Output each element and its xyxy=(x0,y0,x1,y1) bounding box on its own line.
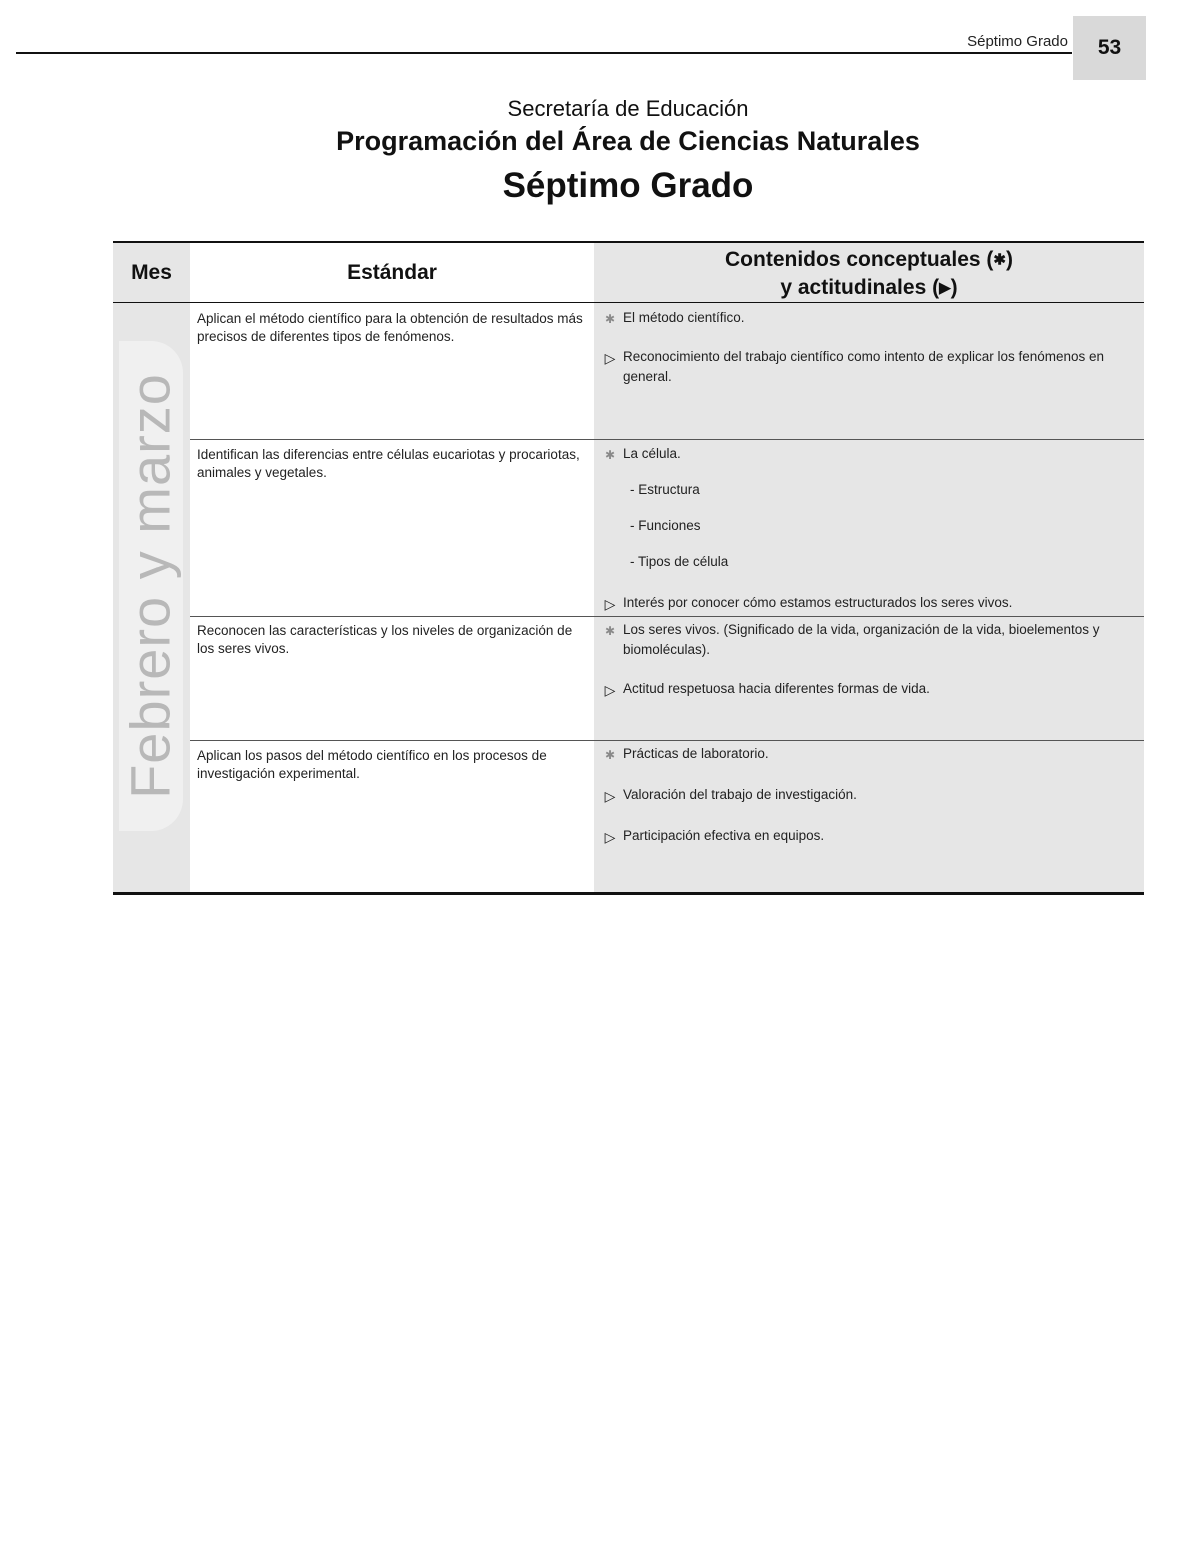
item-text: Prácticas de laboratorio. xyxy=(623,746,769,761)
item-text: Participación efectiva en equipos. xyxy=(623,828,825,843)
table-row-standard: Aplican los pasos del método científico en los procesos de investigación experimental. xyxy=(197,748,547,781)
attitudinal-bullet-icon: ▷ xyxy=(604,596,616,612)
conceptual-icon: ✱ xyxy=(993,251,1006,269)
table-row-standard: Identifican las diferencias entre células eucariotas y procariotas, animales y vegetales. xyxy=(197,447,580,480)
list-item xyxy=(601,620,1131,660)
header-actitudinales-text: y actitudinales ( xyxy=(780,276,940,300)
sub-item: - Estructura xyxy=(630,482,700,497)
row-divider xyxy=(190,439,1144,440)
conceptual-bullet-icon: ✱ xyxy=(604,448,616,462)
month-label-tab xyxy=(113,341,190,831)
page-number: 53 xyxy=(1073,16,1146,80)
table-row-standard: Aplican el método científico para la obtención de resultados más precisos de diferentes tipos de fenómenos. xyxy=(197,311,583,344)
item-text: Reconocimiento del trabajo científico como intento de explicar los fenómenos en general. xyxy=(623,349,1105,384)
conceptual-bullet-icon: ✱ xyxy=(604,624,616,638)
header-paren: ) xyxy=(1005,248,1013,271)
item-text: El método científico. xyxy=(623,310,745,325)
column-header-mes: Mes xyxy=(131,261,172,284)
item-text: La célula. xyxy=(623,446,681,461)
header-paren: ) xyxy=(950,276,958,300)
item-text: Los seres vivos. (Significado de la vida, organización de la vida, bioelementos y biomoléculas). xyxy=(623,622,1100,657)
attitudinal-bullet-icon: ▷ xyxy=(604,829,616,845)
month-label: Febrero y marzo xyxy=(118,373,182,799)
list-item xyxy=(601,308,1131,328)
item-text: Valoración del trabajo de investigación. xyxy=(623,787,857,802)
title-block xyxy=(0,94,1200,212)
list-item xyxy=(601,826,1131,846)
list-item xyxy=(601,785,1131,805)
attitudinal-bullet-icon: ▷ xyxy=(604,788,616,804)
table-row-standard: Reconocen las características y los niveles de organización de los seres vivos. xyxy=(197,623,573,656)
item-text: Interés por conocer cómo estamos estructurados los seres vivos. xyxy=(623,595,1013,610)
attitudinal-bullet-icon: ▷ xyxy=(604,350,616,366)
column-header-contenidos xyxy=(594,246,1144,303)
attitudinal-bullet-icon: ▷ xyxy=(604,682,616,698)
grade-title: Séptimo Grado xyxy=(502,166,754,205)
header-rule xyxy=(16,52,1072,54)
conceptual-bullet-icon: ✱ xyxy=(604,748,616,762)
list-item xyxy=(601,679,1131,699)
sub-item: - Tipos de célula xyxy=(630,554,729,569)
conceptual-bullet-icon: ✱ xyxy=(604,312,616,326)
column-header-estandar: Estándar xyxy=(347,261,437,284)
running-title: Séptimo Grado xyxy=(967,33,1068,50)
list-item xyxy=(601,744,1131,764)
row-divider xyxy=(190,740,1144,741)
list-item xyxy=(601,444,1131,464)
sub-item: - Funciones xyxy=(630,518,701,533)
institution-title: Secretaría de Educación xyxy=(507,96,749,121)
item-text: Actitud respetuosa hacia diferentes formas de vida. xyxy=(623,681,930,696)
list-item xyxy=(601,593,1131,613)
attitudinal-icon: ▶ xyxy=(939,279,951,297)
row-divider xyxy=(190,616,1144,617)
curriculum-table xyxy=(113,241,1144,896)
header-contenidos-text: Contenidos conceptuales ( xyxy=(725,248,994,271)
program-title: Programación del Área de Ciencias Naturales xyxy=(336,126,920,156)
list-item xyxy=(601,347,1131,387)
table-bottom-rule xyxy=(113,892,1144,895)
